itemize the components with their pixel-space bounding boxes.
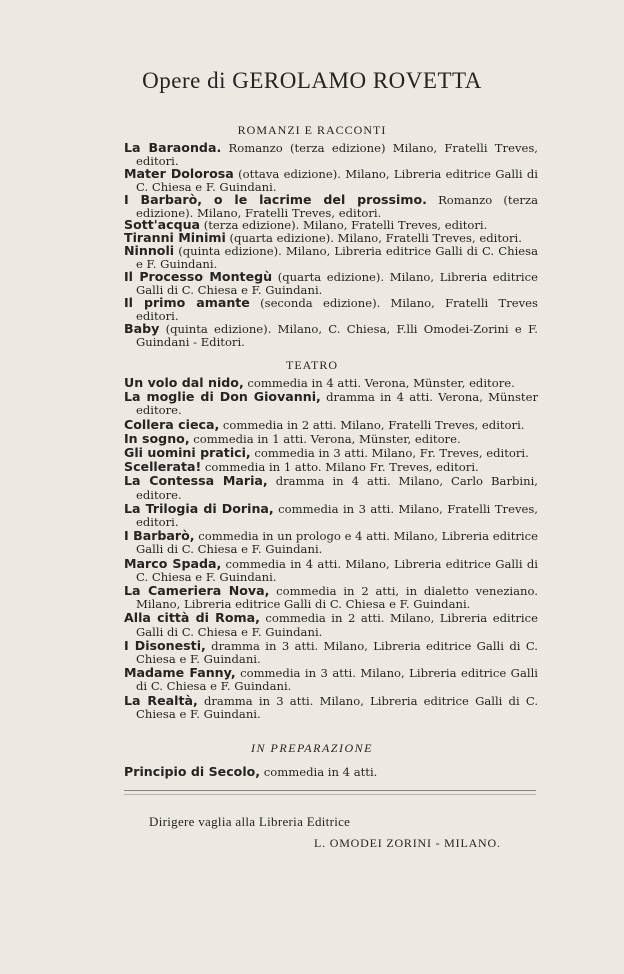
teatro-list: [124, 376, 538, 721]
entry-title: I Barbarò,: [124, 528, 195, 544]
entry-title: Baby: [124, 320, 160, 336]
list-item: [124, 165, 538, 194]
entry-details: (quinta edizione). Milano, C. Chiesa, F.lli Omodei-Zorini e F. Guindani - Editori.: [136, 321, 538, 349]
entry-title: La Cameriera Nova,: [124, 583, 270, 599]
entry-title: La Trilogia di Dorina,: [124, 500, 274, 516]
entry-details: commedia in 2 atti. Milano, Libreria editrice Galli di C. Chiesa e F. Guindani.: [136, 611, 538, 639]
entry-title: I Barbarò, o le lacrime del prossimo.: [124, 191, 427, 207]
list-item: [124, 666, 538, 693]
entry-details: (seconda edizione). Milano, Fratelli Treves editori.: [136, 295, 538, 323]
entry-title: Mater Dolorosa: [124, 165, 234, 181]
entry-details: (quarta edizione). Milano, Libreria editrice Galli di C. Chiesa e F. Guindani.: [136, 270, 538, 297]
entry-details: commedia in 2 atti. Milano, Fratelli Treves, editori.: [219, 417, 525, 432]
divider: [124, 790, 536, 791]
list-item: [124, 390, 538, 417]
list-item: [124, 474, 538, 501]
entry-details: (terza edizione). Milano, Fratelli Treves, editori.: [200, 218, 488, 233]
entry-details: commedia in 3 atti. Milano, Libreria editrice Galli di C. Chiesa e F. Guindani.: [136, 666, 538, 694]
list-item: [124, 529, 538, 556]
entry-title: I Disonesti,: [124, 637, 206, 653]
list-item: [124, 694, 538, 721]
entry-details: Romanzo (terza edizione) Milano, Fratelli Treves, editori.: [136, 141, 538, 168]
entry-title: Alla città di Roma,: [124, 610, 260, 626]
list-item: [124, 557, 538, 584]
entry-details: commedia in 3 atti. Milano, Fratelli Treves, editori.: [136, 501, 538, 530]
footer-instruction: Dirigere vaglia alla Libreria Editrice: [149, 814, 351, 829]
entry-title: La moglie di Don Giovanni,: [124, 389, 321, 405]
entry-title: Marco Spada,: [124, 555, 222, 571]
list-item: [124, 376, 538, 390]
entry-details: commedia in 1 atto. Milano Fr. Treves, editori.: [201, 460, 479, 475]
entry-title: Principio di Secolo,: [124, 764, 261, 779]
list-item: [124, 320, 538, 349]
entry-details: (quinta edizione). Milano, Libreria editrice Galli di C. Chiesa e F. Guindani.: [136, 244, 538, 272]
list-item: [124, 271, 538, 297]
entry-details: commedia in 4 atti.: [260, 765, 378, 779]
entry-title: Un volo dal nido,: [124, 375, 244, 390]
list-item: [124, 432, 538, 446]
entry-title: Ninnoli: [124, 243, 175, 259]
entry-title: Tiranni Minimi: [124, 230, 226, 246]
entry-details: (ottava edizione). Milano, Libreria editrice Galli di C. Chiesa e F. Guindani.: [136, 166, 538, 194]
page-title: Opere di GEROLAMO ROVETTA: [142, 68, 482, 93]
entry-title: Madame Fanny,: [124, 665, 236, 681]
entry-title: Il Processo Montegù: [124, 269, 273, 285]
entry-details: dramma in 4 atti. Milano, Carlo Barbini, editore.: [136, 474, 538, 502]
entry-details: commedia in 3 atti. Milano, Fr. Treves, editori.: [250, 446, 529, 461]
entry-details: commedia in un prologo e 4 atti. Milano, Libreria editrice Galli di C. Chiesa e F. Guindani.: [136, 529, 538, 557]
entry-details: commedia in 4 atti. Verona, Münster, editore.: [243, 376, 515, 390]
entry-details: dramma in 3 atti. Milano, Libreria editrice Galli di C. Chiesa e F. Guindani.: [136, 638, 538, 667]
list-item: [124, 418, 538, 432]
entry-details: dramma in 4 atti. Verona, Münster editore.: [136, 390, 538, 418]
entry-title: La Realtà,: [124, 692, 198, 708]
list-item: [124, 584, 538, 611]
entry-title: Sott'acqua: [124, 217, 201, 233]
section-heading-teatro: TEATRO: [286, 358, 338, 372]
entry-title: La Contessa Maria,: [124, 473, 268, 489]
section-heading-preparazione: IN PREPARAZIONE: [251, 741, 373, 755]
entry-title: In sogno,: [124, 430, 190, 446]
list-item: [124, 611, 538, 638]
list-item: [124, 294, 538, 323]
entry-title: La Baraonda.: [124, 140, 222, 155]
entry-title: Gli uomini pratici,: [124, 445, 251, 461]
entry-details: commedia in 4 atti. Milano, Libreria editrice Galli di C. Chiesa e F. Guindani.: [136, 556, 538, 584]
footer-publisher: L. OMODEI ZORINI - MILANO.: [314, 836, 501, 850]
entry-title: Il primo amante: [124, 294, 250, 310]
list-item: [124, 639, 538, 666]
list-item: [124, 502, 538, 529]
entry-title: Scellerata!: [124, 459, 202, 475]
entry-details: commedia in 2 atti, in dialetto veneziano. Milano, Libreria editrice Galli di C. Chiesa e F. Guindani.: [136, 584, 538, 612]
list-item: [124, 460, 538, 474]
preparazione-entry: [124, 764, 538, 779]
section-heading-romanzi: ROMANZI E RACCONTI: [237, 123, 387, 137]
list-item: [124, 142, 538, 168]
romanzi-list: [124, 142, 538, 349]
entry-details: (quarta edizione). Milano, Fratelli Treves, editori.: [225, 231, 522, 246]
entry-details: commedia in 1 atti. Verona, Münster, editore.: [189, 431, 461, 446]
entry-title: Collera cieca,: [124, 416, 220, 432]
entry-details: dramma in 3 atti. Milano, Libreria editrice Galli di C. Chiesa e F. Guindani.: [136, 693, 539, 721]
list-item: [124, 446, 538, 460]
divider: [124, 794, 536, 795]
entry-details: Romanzo (terza edizione). Milano, Fratelli Treves, editori.: [136, 192, 538, 220]
list-item: [124, 191, 538, 220]
list-item: [124, 245, 538, 271]
